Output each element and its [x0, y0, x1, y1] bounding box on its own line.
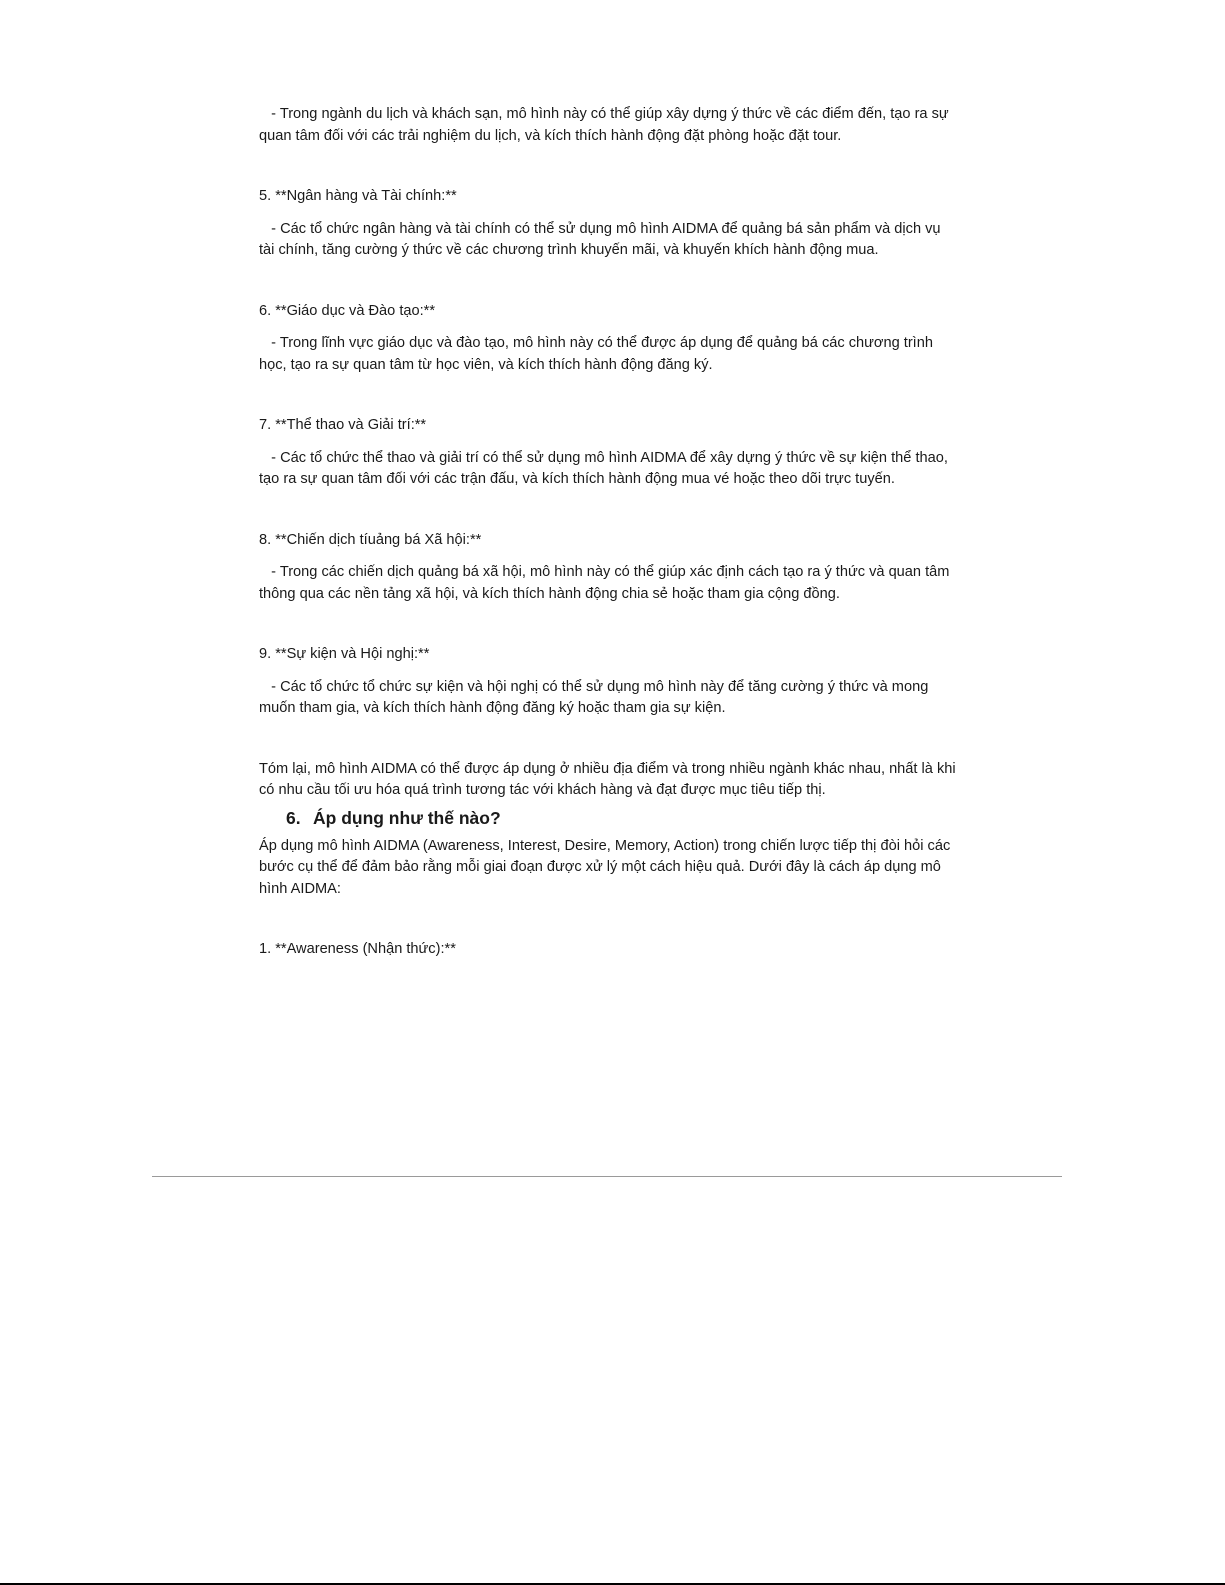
section-social-campaign [259, 530, 959, 606]
section-heading: 6. **Giáo dục và Đào tạo:** [259, 302, 436, 319]
section-body: - Trong lĩnh vực giáo dục và đào tạo, mô hình này có thể được áp dụng để quảng bá các chương trình học, tạo ra sự quan tâm từ học viên, và kích thích hành động đăng ký. [259, 335, 938, 373]
subheading-apply [259, 806, 959, 830]
section-heading: 7. **Thể thao và Giải trí:** [259, 417, 427, 433]
section-body: - Trong các chiến dịch quảng bá xã hội, mô hình này có thể giúp xác định cách tạo ra ý thức và quan tâm thông qua các nền tảng xã hội, và kích thích hành động chia sẻ hoặc tham gia cộng đồng. [259, 564, 954, 602]
step-heading: 1. **Awareness (Nhận thức):** [259, 941, 456, 957]
section-education [259, 301, 959, 377]
section-body: - Các tổ chức ngân hàng và tài chính có thể sử dụng mô hình AIDMA để quảng bá sản phẩm và dịch vụ tài chính, tăng cường ý thức về các chương trình khuyến mãi, và khuyến khích hành động mua. [259, 220, 945, 258]
intro-bullet: - Trong ngành du lịch và khách sạn, mô hình này có thể giúp xây dựng ý thức về các điểm đến, tạo ra sự quan tâm đối với các trải nghiệm du lịch, và kích thích hành động đặt phòng hoặc đặt tour. [259, 106, 953, 144]
subheading-number: 6. [286, 807, 301, 828]
page-divider [152, 1176, 1062, 1177]
section-banking [259, 186, 959, 262]
section-sports [259, 415, 959, 491]
subheading-title: Áp dụng như thế nào? [313, 807, 501, 828]
page-content [259, 104, 959, 961]
section-heading: 5. **Ngân hàng và Tài chính:** [259, 188, 457, 204]
section-body: - Các tổ chức tổ chức sự kiện và hội nghị có thể sử dụng mô hình này để tăng cường ý thức và mong muốn tham gia, và kích thích hành động đăng ký hoặc tham gia sự kiện. [259, 678, 933, 716]
section-events [259, 644, 959, 720]
section-heading: 8. **Chiến dịch tíuảng bá Xã hội:** [259, 531, 482, 548]
section-body: - Các tổ chức thể thao và giải trí có thể sử dụng mô hình AIDMA để xây dựng ý thức về sự kiện thể thao, tạo ra sự quan tâm đối với các trận đấu, và kích thích hành động mua vé hoặc theo dõi trực tuyến. [259, 449, 952, 487]
conclusion-paragraph: Tóm lại, mô hình AIDMA có thể được áp dụng ở nhiều địa điểm và trong nhiều ngành khác nhau, nhất là khi có nhu cầu tối ưu hóa quá trình tương tác với khách hàng và đạt được mục tiêu tiếp thị. [259, 760, 960, 798]
apply-intro-paragraph: Áp dụng mô hình AIDMA (Awareness, Interest, Desire, Memory, Action) trong chiến lược tiếp thị đòi hỏi các bước cụ thể để đảm bảo rằng mỗi giai đoạn được xử lý một cách hiệu quả. Dưới đây là cách áp dụng mô hình AIDMA: [259, 837, 955, 897]
section-heading: 9. **Sự kiện và Hội nghị:** [259, 646, 430, 662]
